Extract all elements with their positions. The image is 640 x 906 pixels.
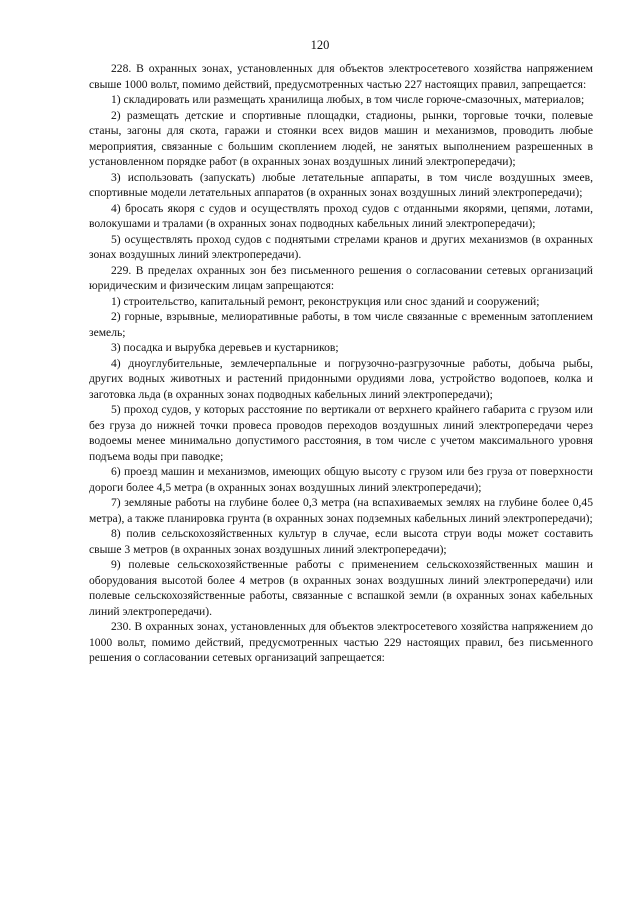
list-item: 5) осуществлять проход судов с поднятыми стрелами кранов и других механизмов (в охранных зонах воздушных линий электропередачи). [89, 232, 593, 261]
page-number: 120 [310, 38, 330, 52]
list-item: 1) строительство, капитальный ремонт, реконструкция или снос зданий и сооружений; [111, 294, 540, 308]
list-item: 1) складировать или размещать хранилища любых, в том числе горюче-смазочных, материалов; [111, 93, 585, 106]
list-item: 2) размещать детские и спортивные площадки, стадионы, рынки, торговые точки, полевые станы, загоны для скота, гаражи и стоянки всех видов машин и механизмов, проводить любые мероприятия, связанные с большим скоплением людей, не занятых выполнением разрешенных в установленном порядке работ (в охранных зонах воздушных линий электропередачи); [89, 108, 593, 168]
list-item: 8) полив сельскохозяйственных культур в случае, если высота струи воды может составить свыше 3 метров (в охранных зонах воздушных линий электропередачи); [89, 527, 593, 556]
list-item: 4) дноуглубительные, землечерпальные и погрузочно-разгрузочные работы, добыча рыбы, других водных животных и растений придонными орудиями лова, устройство водопоев, колка и заготовка льда (в охранных зонах подводных кабельных линий электропередачи); [89, 356, 593, 401]
list-item: 4) бросать якоря с судов и осуществлять проход судов с отданными якорями, цепями, лотами, волокушами и тралами (в охранных зонах подводных кабельных линий электропередачи); [89, 201, 593, 230]
paragraph-229: 229. В пределах охранных зон без письменного решения о согласовании сетевых организаций юридическим и физическим лицам запрещаются: [89, 263, 593, 292]
list-item: 7) земляные работы на глубине более 0,3 метра (на вспахиваемых землях на глубине более 0,45 метра), а также планировка грунта (в охранных зонах подземных кабельных линий электропередачи); [89, 496, 593, 525]
paragraph-228: 228. В охранных зонах, установленных для объектов электросетевого хозяйства напряжением свыше 1000 вольт, помимо действий, предусмотренных частью 227 настоящих правил, запрещается: [89, 62, 593, 91]
paragraph-230: 230. В охранных зонах, установленных для объектов электросетевого хозяйства напряжением до 1000 вольт, помимо действий, предусмотренных частью 229 настоящих правил, без письменного решения о согласовании сетевых организаций запрещается: [89, 620, 593, 664]
list-item: 3) посадка и вырубка деревьев и кустарников; [111, 341, 339, 354]
document-body [89, 61, 593, 666]
list-item: 5) проход судов, у которых расстояние по вертикали от верхнего крайнего габарита с грузом или без груза до нижней точки провеса проводов переходов воздушных линий электропередачи через водоемы менее минимально допустимого расстояния, в том числе с учетом максимального уровня подъема воды при паводке; [89, 403, 593, 463]
list-item: 6) проезд машин и механизмов, имеющих общую высоту с грузом или без груза от поверхности дороги более 4,5 метра (в охранных зонах воздушных линий электропередачи); [89, 465, 593, 494]
list-item: 3) использовать (запускать) любые летательные аппараты, в том числе воздушных змеев, спортивные модели летательных аппаратов (в охранных зонах воздушных линий электропередачи); [89, 170, 593, 199]
list-item: 9) полевые сельскохозяйственные работы с применением сельскохозяйственных машин и оборудования высотой более 4 метров (в охранных зонах воздушных линий электропередачи) или полевые сельскохозяйственные работы, связанные с вспашкой земли (в охранных зонах кабельных линий электропередачи). [89, 558, 593, 618]
list-item: 2) горные, взрывные, мелиоративные работы, в том числе связанные с временным затоплением земель; [89, 310, 593, 339]
